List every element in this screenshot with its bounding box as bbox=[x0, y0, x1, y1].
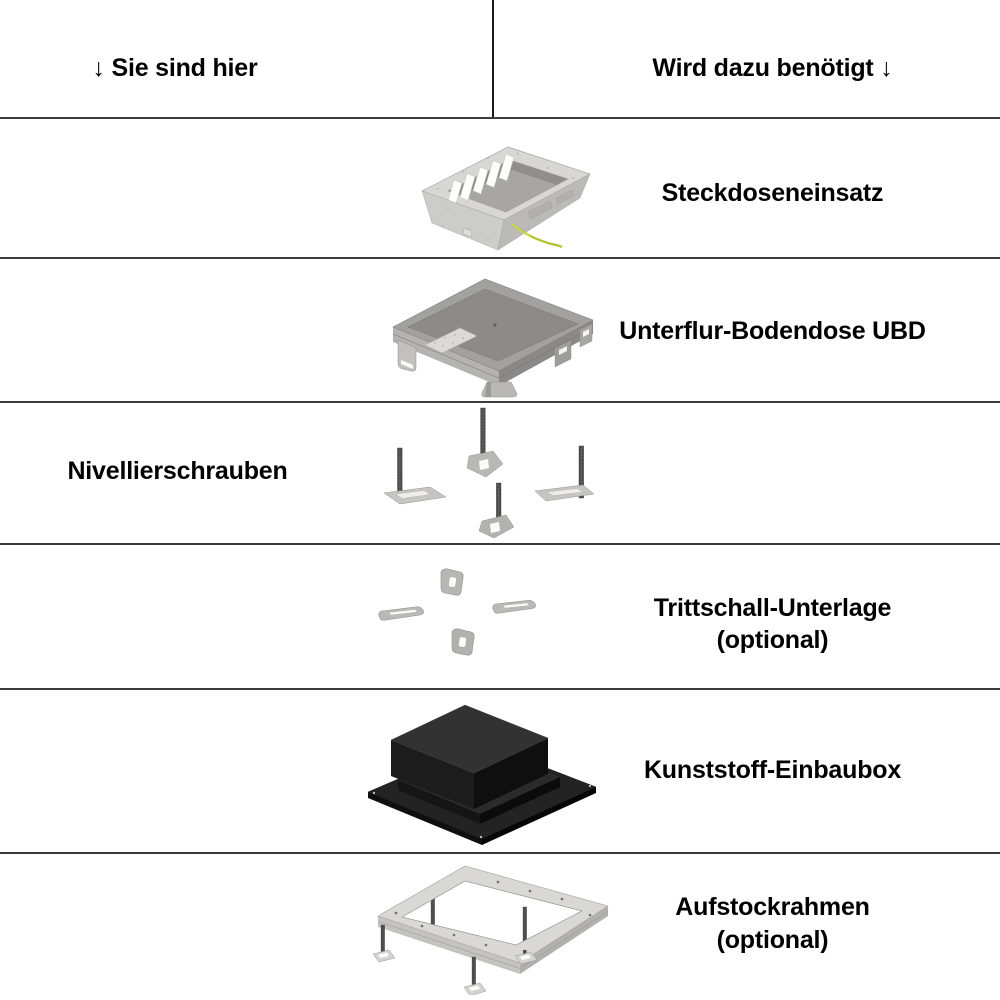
steckdoseneinsatz-label: Steckdoseneinsatz bbox=[661, 179, 884, 207]
row-divider bbox=[0, 852, 1000, 854]
trittschall-unterlage-label: Trittschall-Unterlage (optional) bbox=[653, 594, 892, 654]
aufstockrahmen-label: Aufstockrahmen (optional) bbox=[675, 893, 870, 954]
row-divider bbox=[0, 401, 1000, 403]
row-divider bbox=[0, 257, 1000, 259]
nivellierschrauben-image bbox=[380, 404, 620, 544]
unterflur-bodendose-label: Unterflur-Bodendose UBD bbox=[619, 317, 926, 345]
header-center-divider bbox=[492, 0, 494, 118]
kunststoff-einbaubox-label: Kunststoff-Einbaubox bbox=[643, 756, 902, 784]
header-left-label: ↓ Sie sind hier bbox=[92, 54, 258, 82]
nivellierschrauben-label: Nivellierschrauben bbox=[67, 457, 288, 485]
header-right-label: Wird dazu benötigt ↓ bbox=[652, 54, 893, 82]
trittschall-unterlage-image bbox=[372, 562, 552, 667]
row-divider bbox=[0, 688, 1000, 690]
row-divider bbox=[0, 117, 1000, 119]
